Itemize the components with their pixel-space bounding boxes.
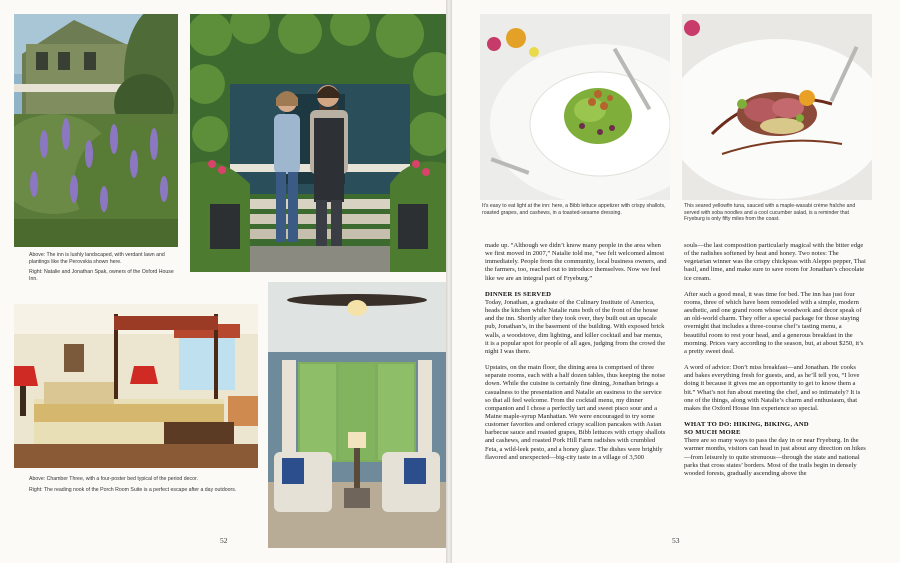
owners-photo <box>190 14 446 272</box>
column-1-paragraph-2: Today, Jonathan, a graduate of the Culinary Institute of America, heads the kitchen while Natalie runs both of the front of the house and the inn. Shortly after they took over, they built out an upscale pub, Jonathan’s, in the basement of the building. With exposed brick walls, a woodstove, dim lighting, and killer cocktail and bar menus, it is a popular spot for people of all ages, judging from the crowd the night I was there. <box>485 298 666 355</box>
column-2-paragraph-1: souls—the last composition particularly magical with the bitter edge of the radishes softened by heat and honey. Two notes: The vegetarian winner was the crispy chickpeas with Aleppo pepper, Thai basil, and lime, and make sure to save room for Jonathan’s chocolate ice cream. <box>684 242 866 282</box>
column-1-paragraph-1: made up. “Although we didn’t know many people in the area when we first moved in 2007,” Natalie told me, “we felt welcomed almost immediately. People from the community, local business owners, and the farmers, too, reached out to introduce themselves. Now we feel like we are an integral part of Fryeburg.” <box>485 242 667 282</box>
appetizer-photo <box>480 14 670 200</box>
appetizer-caption <box>482 203 668 220</box>
chamber-three-photo <box>14 304 258 468</box>
chamber-three-caption <box>29 476 249 497</box>
column-2-paragraph-4: There are so many ways to pass the day in or near Fryeburg. In the warmer months, visitors can head in just about any direction on hikes—from leisurely to quite strenuous—through the state and national parks that cross states’ borders. Most of the trails begin in densely wooded forests, gradually ascending above the <box>684 437 866 477</box>
reading-nook-caption-text: Right: The reading nook of the Porch Room Suite is a perfect escape after a day outdoors. <box>29 486 237 493</box>
dinner-is-served-heading: DINNER IS SERVED <box>485 290 552 298</box>
owners-caption-text: Right: Natalie and Jonathan Spak, owners of the Oxford House Inn. <box>29 269 174 282</box>
what-to-do-heading-line-2: SO MUCH MORE <box>684 429 741 437</box>
inn-exterior-photo <box>14 14 178 247</box>
column-1-paragraph-3: Upstairs, on the main floor, the dining area is comprised of three separate rooms, each with a half dozen tables, thus keeping the noise down. While the cuisine is certainly fine dining, Jonathan brings a casualness to the presentation and Natalie an easiness to the service so that all feel welcome. From the cocktail menu, my dinner companion and I chose a perfectly tart and sweet pisco sour and a Maine maple-syrup Manhattan. We were encouraged to try some customer favorites and ordered crispy scallion pancakes with Asian barbecue sauce and roasted grapes, Bibb lettuces with crispy shallots and cashews, and roasted Pork Hill Farm radishes with crumbled Feta, a wild-leek pesto, and a honey glaze. The dishes were brightly flavored and unexpected—big-city taste in a village of 3,500 <box>485 364 666 461</box>
chamber-three-caption-text: Above: Chamber Three, with a four-poster bed typical of the period decor. <box>29 476 198 482</box>
what-to-do-heading-line-1: WHAT TO DO: HIKING, BIKING, AND <box>684 420 809 428</box>
page-number-left: 52 <box>220 536 228 545</box>
tuna-caption-text: This seared yellowfin tuna, sauced with a maple-wasabi crème fraîche and served with soba noodles and a cool cucumber salad, is a reminder that Fryeburg is only fifty miles from the coast. <box>684 203 856 223</box>
appetizer-caption-text: It's easy to eat light at the inn: here, a Bibb lettuce appetizer with crispy shallots, roasted grapes, and cashews, in a toasted-sesame dressing. <box>482 203 666 216</box>
body-column-2 <box>684 242 866 486</box>
tuna-caption <box>684 203 870 227</box>
right-page <box>452 0 900 563</box>
inn-exterior-caption <box>29 252 179 286</box>
column-2-paragraph-3: A word of advice: Don’t miss breakfast—and Jonathan. He cooks and bakes everything fresh for guests, and, as he’ll tell you, “I love doing it because it gives me an opportunity to get to know them a bit.” What’s not fun about meeting the chef, and so intimately? It is one of the things, along with Natalie’s charm and enthusiasm, that makes the Oxford House Inn experience so special. <box>684 364 861 412</box>
tuna-photo <box>682 14 872 200</box>
left-page <box>0 0 446 563</box>
column-2-paragraph-2: After such a good meal, it was time for bed. The inn has just four rooms, three of which have been remodeled with a simple, modern aesthetic, and one grand room whose woodwork and decor speak of an old-world charm. They offer a special package for those staying overnight that includes a three-course chef’s tasting menu, a beautiful room to rest your head, and a generous breakfast in the morning. Prices vary according to the season, but, at about $250, it’s a pretty sweet deal. <box>684 290 864 355</box>
body-column-1 <box>485 242 667 470</box>
inn-exterior-caption-text: Above: The inn is lushly landscaped, with verdant lawn and plantings like the Perovskia shown here. <box>29 252 165 265</box>
reading-nook-photo <box>268 282 446 548</box>
page-number-right: 53 <box>672 536 680 545</box>
